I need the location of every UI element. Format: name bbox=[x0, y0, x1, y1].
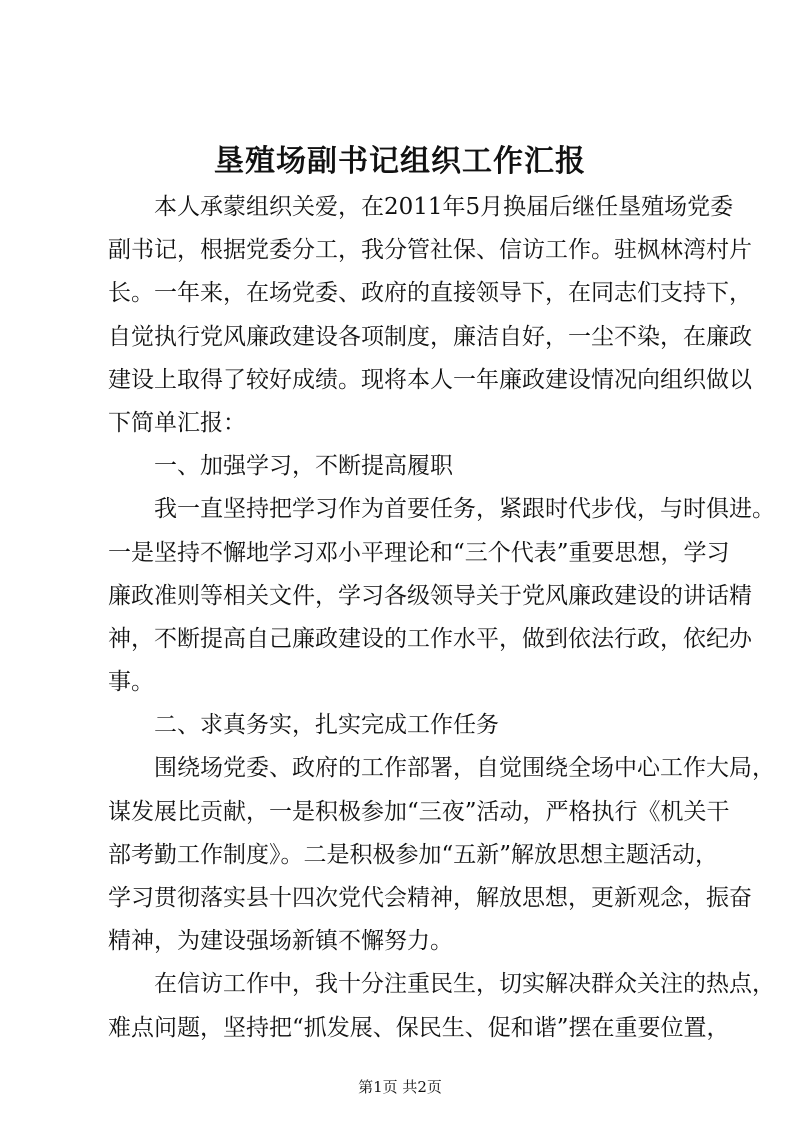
paragraph-line: 神，不断提高自己廉政建设的工作水平，做到依法行政，依纪办 bbox=[108, 625, 752, 652]
paragraph-line: 本人承蒙组织关爱，在2011年5月换届后继任垦殖场党委 bbox=[154, 194, 734, 220]
paragraph-line: 一是坚持不懈地学习邓小平理论和“三个代表”重要思想，学习 bbox=[108, 539, 730, 566]
paragraph-line: 在信访工作中，我十分注重民生，切实解决群众关注的热点， bbox=[154, 971, 775, 998]
section-heading: 二、求真务实，扎实完成工作任务 bbox=[154, 712, 499, 739]
paragraph-line: 副书记，根据党委分工，我分管社保、信访工作。驻枫林湾村片 bbox=[108, 237, 752, 264]
paragraph-line: 谋发展比贡献，一是积极参加“三夜”活动，严格执行《机关干 bbox=[108, 798, 730, 825]
document-title: 垦殖场副书记组织工作汇报 bbox=[214, 144, 586, 179]
paragraph-line: 围绕场党委、政府的工作部署，自觉围绕全场中心工作大局， bbox=[154, 755, 775, 782]
section-heading: 一、加强学习，不断提高履职 bbox=[154, 453, 453, 480]
paragraph-line: 自觉执行党风廉政建设各项制度，廉洁自好，一尘不染，在廉政 bbox=[108, 323, 752, 350]
paragraph-line: 长。一年来，在场党委、政府的直接领导下，在同志们支持下， bbox=[108, 280, 752, 307]
paragraph-line: 廉政准则等相关文件，学习各级领导关于党风廉政建设的讲话精 bbox=[108, 582, 752, 609]
paragraph-line: 下简单汇报： bbox=[108, 409, 246, 436]
paragraph-line: 建设上取得了较好成绩。现将本人一年廉政建设情况向组织做以 bbox=[108, 366, 752, 393]
paragraph-line: 学习贯彻落实县十四次党代会精神，解放思想，更新观念，振奋 bbox=[108, 885, 752, 911]
document-body bbox=[108, 186, 775, 1050]
paragraph-line: 我一直坚持把学习作为首要任务，紧跟时代步伐，与时俱进。 bbox=[154, 496, 775, 523]
paragraph-line: 事。 bbox=[108, 669, 154, 696]
page-number-footer: 第1页 共2页 bbox=[358, 1078, 442, 1096]
paragraph-line: 精神，为建设强场新镇不懈努力。 bbox=[108, 928, 453, 955]
paragraph-line: 部考勤工作制度》。二是积极参加“五新”解放思想主题活动， bbox=[108, 841, 719, 868]
paragraph-line: 难点问题，坚持把“抓发展、保民生、促和谐”摆在重要位置， bbox=[108, 1014, 730, 1041]
